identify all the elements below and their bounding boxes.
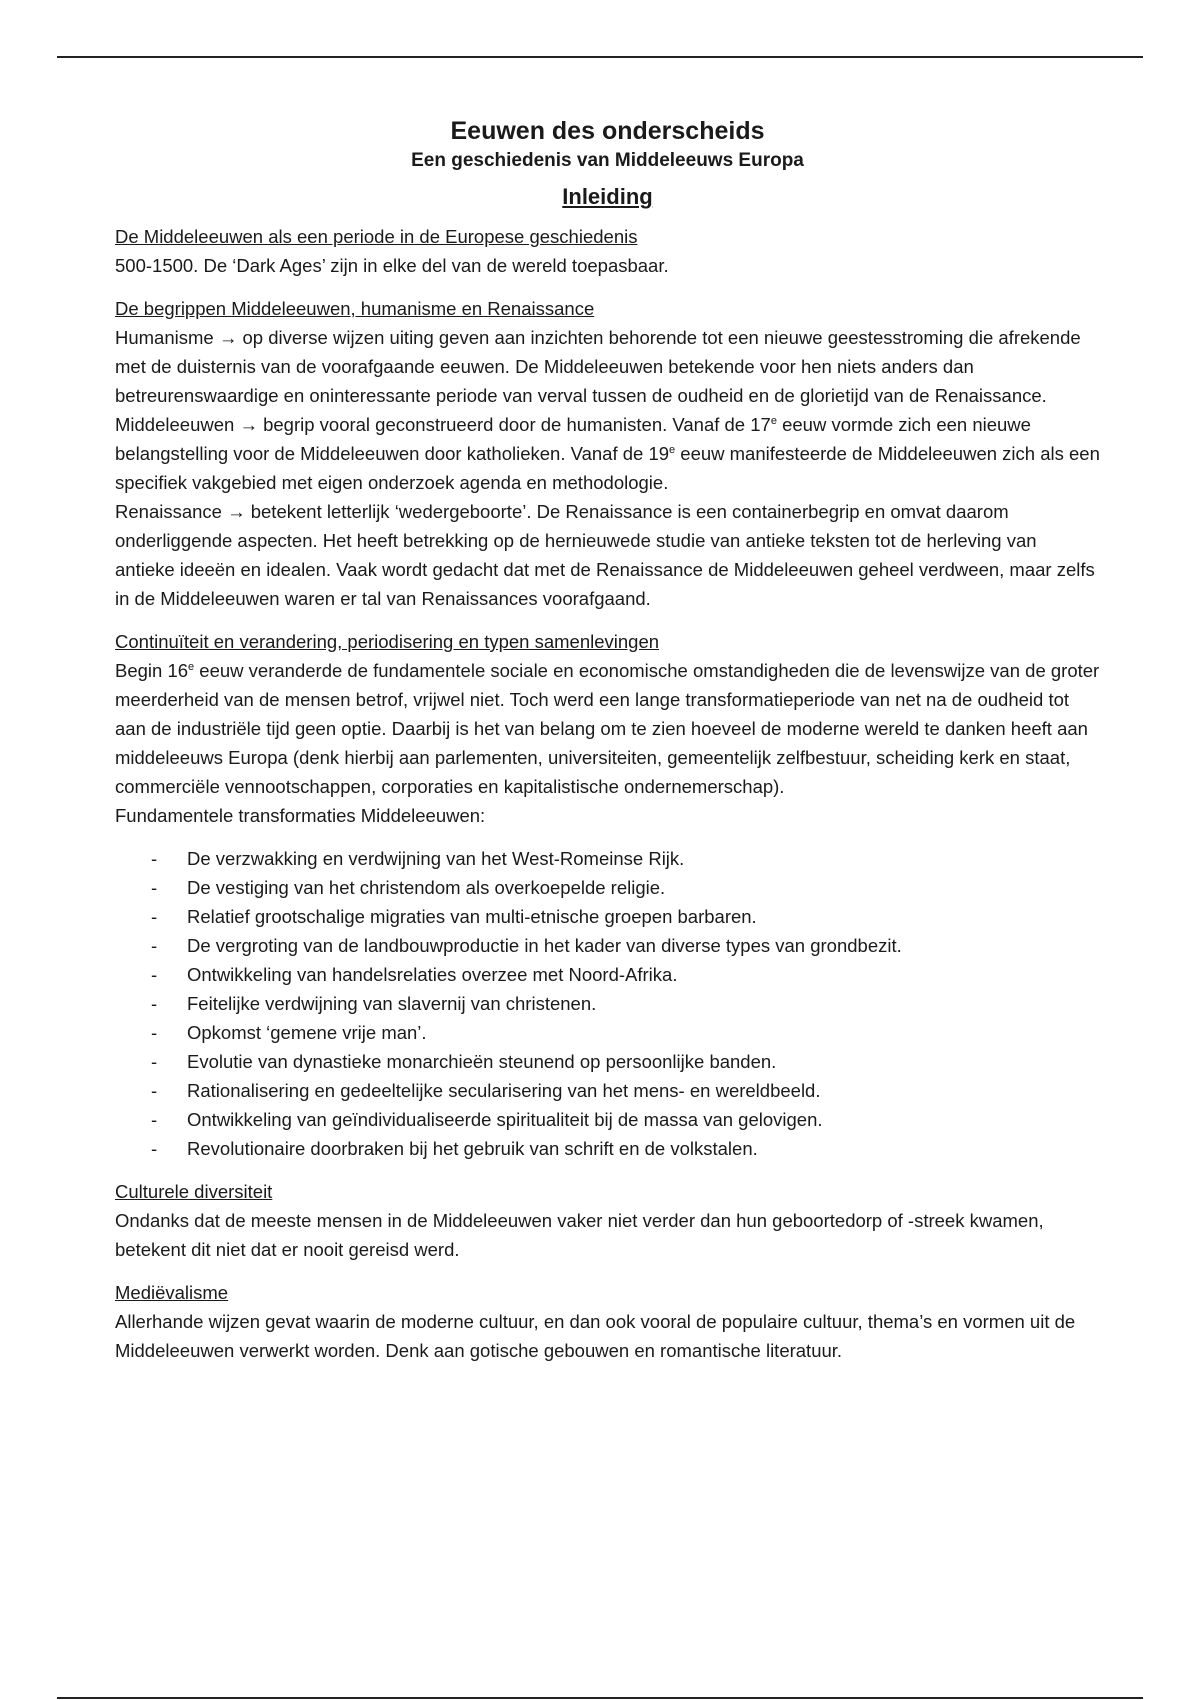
section-periode (115, 222, 1100, 280)
list-item-text: Relatief grootschalige migraties van multi-etnische groepen barbaren. (187, 906, 757, 927)
bullet-dash: - (151, 1138, 158, 1159)
term-renaissance: Renaissance (115, 501, 222, 522)
list-item (115, 902, 1100, 931)
list-item (115, 873, 1100, 902)
list-item-text: Rationalisering en gedeeltelijke secularisering van het mens- en wereldbeeld. (187, 1080, 821, 1101)
transformations-list (115, 844, 1100, 1163)
bullet-dash: - (151, 1109, 158, 1130)
bottom-divider (57, 1697, 1143, 1699)
term-middeleeuwen: Middeleeuwen (115, 414, 235, 435)
superscript: e (188, 660, 195, 673)
section-heading: Mediëvalisme (115, 1282, 229, 1303)
paragraph-humanisme (115, 323, 1100, 410)
section-text: Allerhande wijzen gevat waarin de moderne cultuur, en dan ook vooral de populaire cultuur, thema’s en vormen uit de Middeleeuwen verwerkt worden. Denk aan gotische gebouwen en romantische literatuur. (115, 1311, 1076, 1361)
list-item-text: Revolutionaire doorbraken bij het gebruik van schrift en de volkstalen. (187, 1138, 758, 1159)
section-heading: De begrippen Middeleeuwen, humanisme en Renaissance (115, 298, 595, 319)
list-item (115, 989, 1100, 1018)
section-heading: Culturele diversiteit (115, 1181, 273, 1202)
list-item-text: De verzwakking en verdwijning van het West-Romeinse Rijk. (187, 848, 685, 869)
list-item (115, 931, 1100, 960)
bullet-dash: - (151, 1022, 158, 1043)
definition-humanisme: op diverse wijzen uiting geven aan inzichten behorende tot een nieuwe geestesstroming die afrekende met de duisternis van de voorafgaande eeuwen. De Middeleeuwen betekende voor hen niets anders dan betreurenswaardige en oninteressante periode van verval tussen de oudheid en de glorietijd van de Renaissance. (115, 327, 1081, 406)
bullet-dash: - (151, 1080, 158, 1101)
definition-middeleeuwen-part-1: begrip vooral geconstrueerd door de humanisten. Vanaf de 17 (263, 414, 771, 435)
bullet-dash: - (151, 993, 158, 1014)
top-divider (57, 56, 1143, 58)
arrow-icon: → (239, 414, 258, 435)
section-text: 500-1500. De ‘Dark Ages’ zijn in elke del van de wereld toepasbaar. (115, 255, 669, 276)
bullet-dash: - (151, 1051, 158, 1072)
list-item-text: Feitelijke verdwijning van slavernij van christenen. (187, 993, 597, 1014)
superscript: e (669, 443, 676, 456)
list-intro: Fundamentele transformaties Middeleeuwen: (115, 805, 486, 826)
list-item-text: Evolutie van dynastieke monarchieën steunend op persoonlijke banden. (187, 1051, 777, 1072)
section-continuiteit (115, 627, 1100, 1163)
bullet-dash: - (151, 906, 158, 927)
section-title: Inleiding (562, 184, 653, 209)
section-text (115, 656, 1100, 801)
paragraph-middeleeuwen (115, 410, 1100, 497)
document-title: Eeuwen des onderscheids (450, 117, 765, 145)
list-item (115, 1134, 1100, 1163)
arrow-icon: → (227, 501, 246, 522)
bullet-dash: - (151, 848, 158, 869)
section-begrippen (115, 294, 1100, 613)
list-item-text: Ontwikkeling van geïndividualiseerde spiritualiteit bij de massa van gelovigen. (187, 1109, 823, 1130)
section-medievalisme (115, 1278, 1100, 1365)
bullet-dash: - (151, 877, 158, 898)
list-item (115, 1105, 1100, 1134)
section-text: Ondanks dat de meeste mensen in de Middeleeuwen vaker niet verder dan hun geboortedorp of -streek kwamen, betekent dit niet dat er nooit gereisd werd. (115, 1210, 1044, 1260)
list-item (115, 1076, 1100, 1105)
list-item-text: Ontwikkeling van handelsrelaties overzee met Noord-Afrika. (187, 964, 678, 985)
term-humanisme: Humanisme (115, 327, 214, 348)
list-item (115, 1018, 1100, 1047)
definition-middeleeuwen-part-3: eeuw manifesteerde de Middeleeuwen zich als een specifiek vakgebied met eigen onderzoek agenda en methodologie. (115, 443, 1100, 493)
document-page (115, 114, 1100, 1365)
arrow-icon: → (218, 327, 238, 348)
section-heading: De Middeleeuwen als een periode in de Europese geschiedenis (115, 226, 638, 247)
list-item-text: De vergroting van de landbouwproductie in het kader van diverse types van grondbezit. (187, 935, 902, 956)
definition-middeleeuwen-part-2: eeuw vormde zich een nieuwe belangstelling voor de Middeleeuwen door katholieken. Vanaf de 19 (115, 414, 1031, 464)
definition-renaissance: betekent letterlijk ‘wedergeboorte’. De Renaissance is een containerbegrip en omvat daarom onderliggende aspecten. Het heeft betrekking op de hernieuwede studie van antieke teksten tot de herleving van antieke ideeën en idealen. Vaak wordt gedacht dat met de Renaissance de Middeleeuwen geheel verdween, maar zelfs in de Middeleeuwen waren er tal van Renaissances voorafgaand. (115, 501, 1095, 609)
text-part-1: Begin 16 (115, 660, 189, 681)
text-part-2: eeuw veranderde de fundamentele sociale en economische omstandigheden die de levenswijze van de groter meerderheid van de mensen betrof, vrijwel niet. Toch werd een lange transformatieperiode van net na de oudheid tot aan de industriële tijd geen optie. Daarbij is het van belang om te zien hoeveel de moderne wereld te danken heeft aan middeleeuws Europa (denk hierbij aan parlementen, universiteiten, gemeentelijk zelfbestuur, scheiding kerk en staat, commerciële vennootschappen, corporaties en kapitalistische ondernemerschap). (115, 660, 1100, 797)
list-item (115, 844, 1100, 873)
list-item-text: De vestiging van het christendom als overkoepelde religie. (187, 877, 666, 898)
section-heading: Continuïteit en verandering, periodisering en typen samenlevingen (115, 631, 660, 652)
list-item (115, 960, 1100, 989)
bullet-dash: - (151, 935, 158, 956)
list-item-text: Opkomst ‘gemene vrije man’. (187, 1022, 427, 1043)
section-cultureel (115, 1177, 1100, 1264)
list-item (115, 1047, 1100, 1076)
bullet-dash: - (151, 964, 158, 985)
document-subtitle: Een geschiedenis van Middeleeuws Europa (411, 150, 804, 171)
paragraph-renaissance (115, 497, 1100, 613)
superscript: e (770, 414, 777, 427)
